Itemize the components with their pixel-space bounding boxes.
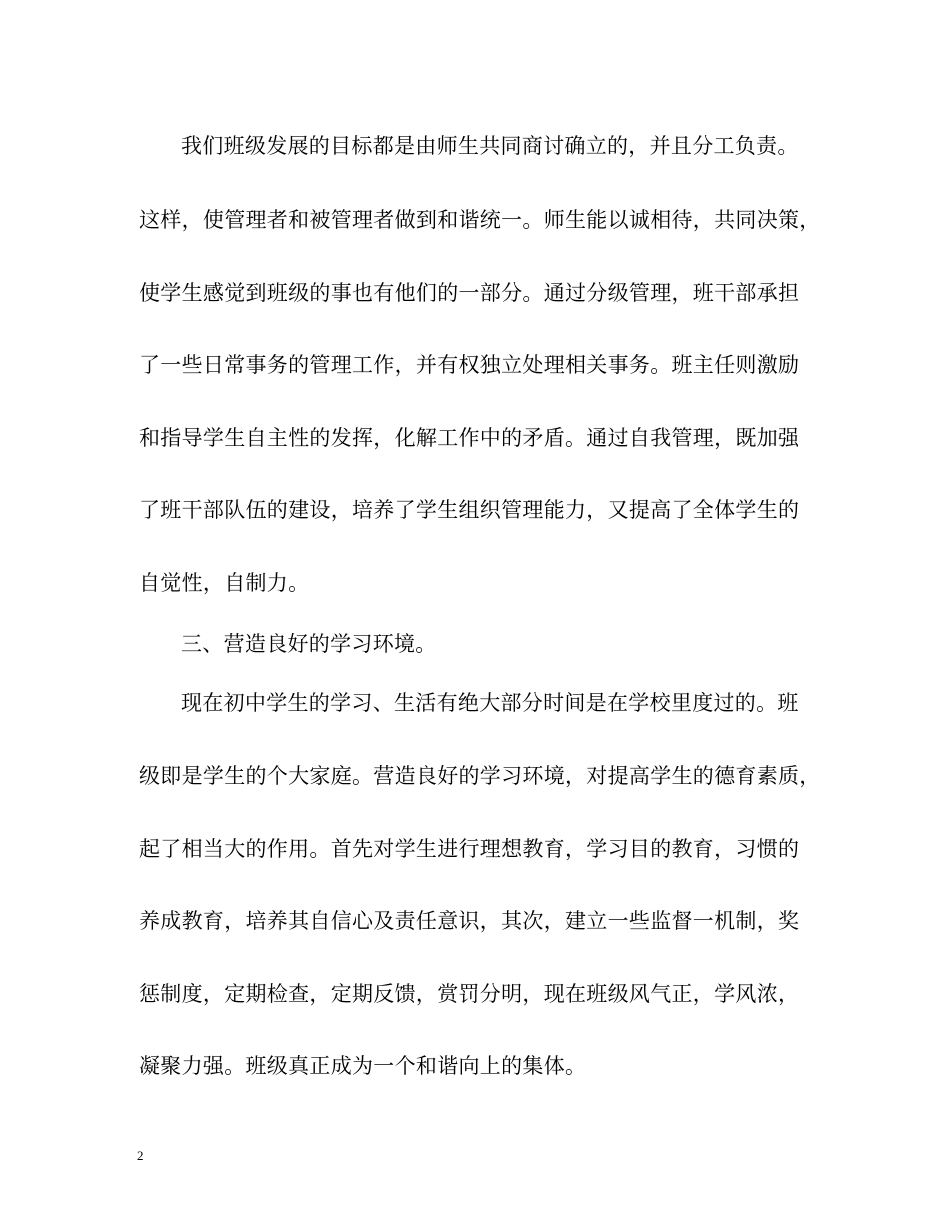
paragraph-line: 现在初中学生的学习、生活有绝大部分时间是在学校里度过的。班 bbox=[181, 691, 799, 715]
paragraph-line: 凝聚力强。班级真正成为一个和谐向上的集体。 bbox=[139, 1054, 587, 1078]
paragraph-line: 养成教育，培养其自信心及责任意识，其次，建立一些监督一机制，奖 bbox=[139, 909, 800, 933]
paragraph-line: 我们班级发展的目标都是由师生共同商讨确立的，并且分工负责。 bbox=[181, 134, 799, 158]
paragraph-line: 级即是学生的个大家庭。营造良好的学习环境，对提高学生的德育素质， bbox=[139, 764, 821, 788]
paragraph-line: 了一些日常事务的管理工作，并有权独立处理相关事务。班主任则激励 bbox=[139, 353, 800, 377]
paragraph-line: 自觉性，自制力。 bbox=[139, 571, 310, 595]
paragraph-line: 使学生感觉到班级的事也有他们的一部分。通过分级管理，班干部承担 bbox=[139, 281, 800, 305]
paragraph-line: 和指导学生自主性的发挥，化解工作中的矛盾。通过自我管理，既加强 bbox=[139, 426, 800, 450]
paragraph-line: 惩制度，定期检查，定期反馈，赏罚分明，现在班级风气正，学风浓， bbox=[139, 982, 800, 1006]
paragraph-line: 起了相当大的作用。首先对学生进行理想教育，学习目的教育，习惯的 bbox=[139, 837, 800, 861]
section-heading: 三、营造良好的学习环境。 bbox=[181, 632, 437, 656]
paragraph-line: 这样，使管理者和被管理者做到和谐统一。师生能以诚相待，共同决策， bbox=[139, 208, 821, 232]
page-number: 2 bbox=[137, 1148, 144, 1163]
paragraph-line: 了班干部队伍的建设，培养了学生组织管理能力，又提高了全体学生的 bbox=[139, 498, 800, 522]
